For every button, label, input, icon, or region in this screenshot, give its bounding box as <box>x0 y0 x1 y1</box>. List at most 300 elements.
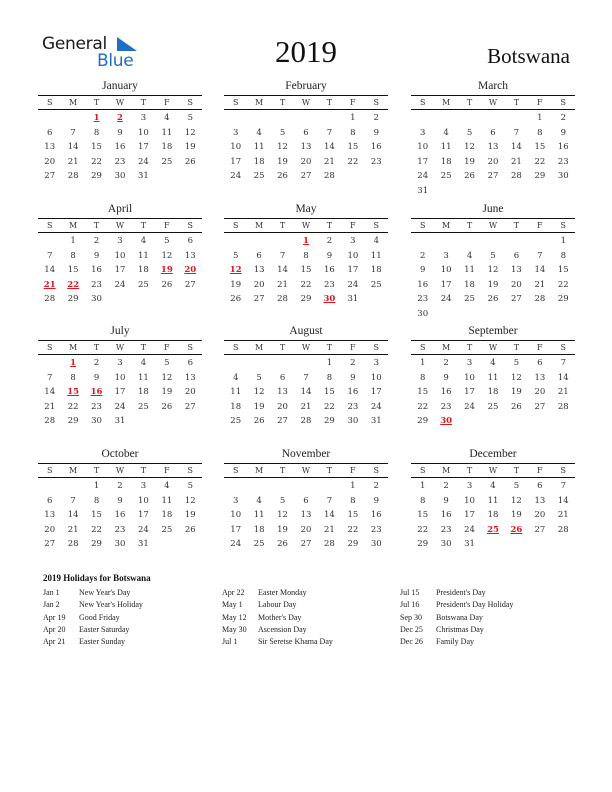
day-cell: 8 <box>350 127 356 138</box>
day-cell: 6 <box>187 358 193 368</box>
day-cell: 29 <box>300 294 312 305</box>
weekday-label: T <box>93 466 100 475</box>
day-cell: 5 <box>490 250 496 261</box>
month-title: January <box>102 80 138 92</box>
day-cell: 7 <box>560 481 566 491</box>
day-cell: 8 <box>560 250 566 261</box>
weekday-header <box>224 340 388 355</box>
day-cell: 27 <box>511 294 522 305</box>
day-cell: 14 <box>511 142 522 153</box>
day-cell: 17 <box>138 510 149 521</box>
holiday-day-cell: 30 <box>440 416 453 427</box>
holiday-day-cell: 20 <box>184 265 197 276</box>
day-cell: 10 <box>138 127 149 138</box>
empty-cell <box>434 111 457 126</box>
holiday-item <box>400 599 513 611</box>
day-cell: 2 <box>117 481 123 491</box>
weekday-label: F <box>164 343 170 352</box>
day-cell: 9 <box>326 250 333 261</box>
day-cell: 23 <box>370 156 382 167</box>
day-cell: 10 <box>114 372 126 383</box>
weekday-label: W <box>301 221 311 230</box>
day-cell: 10 <box>230 142 242 153</box>
weekday-label: S <box>373 343 379 352</box>
day-cell: 23 <box>347 401 359 412</box>
day-cell: 22 <box>324 401 335 412</box>
holiday-day-cell: 15 <box>67 387 80 398</box>
day-cell: 16 <box>440 387 452 398</box>
weekday-label: S <box>232 466 239 475</box>
day-cell: 26 <box>487 294 499 305</box>
day-cell: 20 <box>534 510 546 521</box>
weekday-label: F <box>350 221 356 230</box>
day-cell: 24 <box>370 401 382 412</box>
day-cell: 12 <box>253 387 265 398</box>
day-cell: 31 <box>417 185 429 196</box>
weekday-label: W <box>301 98 311 107</box>
day-grid <box>224 111 388 184</box>
weekday-label: W <box>115 221 125 230</box>
weekday-label: F <box>350 466 356 475</box>
day-cell: 27 <box>534 524 546 535</box>
day-cell: 26 <box>184 524 196 535</box>
day-cell: 27 <box>300 539 312 550</box>
day-cell: 14 <box>324 142 335 153</box>
empty-cell <box>224 111 247 126</box>
holiday-name: Botswana Day <box>436 612 483 622</box>
day-cell: 2 <box>443 481 449 491</box>
weekday-label: M <box>255 343 264 352</box>
day-cell: 2 <box>420 250 426 261</box>
empty-cell <box>481 111 504 126</box>
day-cell: 8 <box>326 372 333 383</box>
empty-cell <box>61 111 84 126</box>
day-cell: 22 <box>347 524 359 535</box>
weekday-label: F <box>350 98 356 107</box>
day-cell: 16 <box>370 142 382 153</box>
day-cell: 28 <box>67 539 79 550</box>
day-cell: 29 <box>417 416 429 427</box>
day-cell: 29 <box>91 171 102 182</box>
day-cell: 23 <box>324 279 335 290</box>
holiday-item <box>400 612 513 624</box>
day-cell: 8 <box>350 495 356 506</box>
month-january <box>38 79 202 184</box>
day-cell: 4 <box>490 358 496 368</box>
day-cell: 2 <box>350 358 356 368</box>
day-cell: 23 <box>557 156 569 167</box>
holiday-name: Easter Monday <box>258 588 307 597</box>
empty-cell <box>247 479 270 494</box>
day-cell: 10 <box>440 265 452 276</box>
day-cell: 18 <box>230 401 242 412</box>
day-cell: 26 <box>230 294 242 305</box>
empty-cell <box>271 479 294 494</box>
holiday-date: Apr 20 <box>43 624 66 634</box>
weekday-label: T <box>326 221 333 230</box>
day-cell: 20 <box>300 156 312 167</box>
day-cell: 21 <box>300 401 312 412</box>
empty-cell <box>271 234 294 249</box>
day-cell: 6 <box>256 250 262 261</box>
day-cell: 15 <box>91 510 102 521</box>
day-cell: 31 <box>138 539 149 550</box>
day-cell: 17 <box>230 524 242 535</box>
holiday-date: Jan 2 <box>43 600 60 610</box>
weekday-label: S <box>232 221 239 230</box>
day-cell: 27 <box>184 279 196 290</box>
day-cell: 15 <box>557 265 569 276</box>
day-cell: 10 <box>417 142 429 153</box>
holiday-day-cell: 19 <box>160 265 173 276</box>
weekday-label: S <box>373 98 379 107</box>
day-cell: 14 <box>300 387 312 398</box>
month-title: December <box>469 448 517 460</box>
weekday-label: W <box>115 343 125 352</box>
weekday-label: F <box>537 98 543 107</box>
day-cell: 5 <box>256 372 262 383</box>
logo-text-blue: Blue <box>97 51 134 71</box>
holiday-date: Jul 16 <box>400 600 420 610</box>
holiday-item <box>400 587 513 599</box>
holiday-name: New Year's Day <box>79 588 131 597</box>
weekday-label: T <box>279 221 286 230</box>
day-cell: 3 <box>117 358 123 368</box>
day-cell: 18 <box>253 156 265 167</box>
day-cell: 4 <box>373 236 379 246</box>
month-title: November <box>281 448 331 460</box>
holiday-item <box>43 612 143 624</box>
holiday-day-cell: 1 <box>93 113 100 123</box>
day-cell: 26 <box>184 156 196 167</box>
day-cell: 7 <box>47 250 53 261</box>
day-cell: 12 <box>184 495 196 506</box>
day-cell: 3 <box>420 127 426 138</box>
day-cell: 7 <box>513 127 520 138</box>
weekday-label: S <box>46 221 53 230</box>
day-cell: 26 <box>277 171 288 182</box>
weekday-header <box>38 95 202 110</box>
day-cell: 11 <box>253 142 265 153</box>
day-cell: 22 <box>67 401 79 412</box>
empty-cell <box>411 111 434 126</box>
day-cell: 19 <box>487 279 499 290</box>
day-cell: 1 <box>326 358 333 368</box>
day-cell: 26 <box>253 416 265 427</box>
day-cell: 25 <box>464 294 475 305</box>
weekday-header <box>38 218 202 233</box>
day-cell: 21 <box>44 401 56 412</box>
holiday-day-cell: 26 <box>510 524 523 535</box>
day-cell: 17 <box>347 265 359 276</box>
day-cell: 1 <box>560 236 566 246</box>
weekday-label: T <box>513 343 520 352</box>
weekday-label: W <box>115 98 125 107</box>
holiday-name: New Year's Holiday <box>79 600 143 610</box>
weekday-header <box>411 340 575 355</box>
day-cell: 17 <box>417 156 429 167</box>
day-cell: 30 <box>557 171 569 182</box>
day-cell: 31 <box>370 416 382 427</box>
holiday-name: Ascension Day <box>258 624 307 634</box>
day-cell: 12 <box>511 372 522 383</box>
day-cell: 27 <box>277 416 288 427</box>
day-cell: 3 <box>373 358 379 368</box>
day-cell: 17 <box>114 387 126 398</box>
weekday-label: S <box>46 98 53 107</box>
day-cell: 13 <box>300 142 312 153</box>
day-cell: 6 <box>490 127 496 138</box>
day-cell: 13 <box>277 387 288 398</box>
empty-cell <box>505 111 528 126</box>
day-grid <box>38 234 202 307</box>
day-cell: 7 <box>70 127 76 138</box>
weekday-header <box>224 218 388 233</box>
day-cell: 3 <box>350 236 356 246</box>
day-cell: 14 <box>324 510 335 521</box>
day-grid <box>411 356 575 429</box>
day-cell: 16 <box>440 510 452 521</box>
holiday-name: Family Day <box>436 637 474 647</box>
weekday-label: T <box>466 466 473 475</box>
day-cell: 18 <box>161 510 173 521</box>
day-cell: 31 <box>138 171 149 182</box>
day-cell: 28 <box>44 416 56 427</box>
day-cell: 14 <box>67 142 79 153</box>
weekday-label: F <box>164 221 170 230</box>
day-cell: 23 <box>440 524 452 535</box>
day-cell: 6 <box>47 495 53 506</box>
weekday-label: T <box>513 466 520 475</box>
day-cell: 7 <box>326 495 333 506</box>
day-cell: 13 <box>511 265 522 276</box>
day-cell: 20 <box>277 401 288 412</box>
holiday-item <box>43 636 143 648</box>
day-cell: 13 <box>184 372 196 383</box>
empty-cell <box>247 111 270 126</box>
day-cell: 22 <box>347 156 359 167</box>
holiday-name: Easter Sunday <box>79 637 125 647</box>
day-cell: 22 <box>417 524 429 535</box>
day-cell: 21 <box>324 156 335 167</box>
day-cell: 21 <box>511 156 522 167</box>
day-cell: 14 <box>534 265 546 276</box>
holiday-day-cell: 21 <box>43 279 56 290</box>
weekday-label: M <box>442 98 451 107</box>
day-cell: 20 <box>44 156 56 167</box>
day-cell: 9 <box>420 265 426 276</box>
day-cell: 5 <box>279 495 286 506</box>
day-cell: 21 <box>67 156 79 167</box>
day-cell: 27 <box>534 401 546 412</box>
weekday-label: F <box>537 343 543 352</box>
day-cell: 17 <box>464 387 475 398</box>
day-cell: 30 <box>417 308 429 319</box>
day-cell: 9 <box>350 372 356 383</box>
month-title: June <box>482 203 504 215</box>
weekday-label: T <box>140 343 147 352</box>
day-grid <box>411 479 575 552</box>
weekday-label: W <box>488 466 498 475</box>
day-cell: 4 <box>233 372 239 383</box>
holiday-item <box>222 624 333 636</box>
day-cell: 1 <box>420 358 426 368</box>
day-cell: 3 <box>233 127 239 138</box>
day-cell: 3 <box>443 250 449 261</box>
day-cell: 14 <box>44 265 56 276</box>
day-cell: 30 <box>114 171 126 182</box>
weekday-label: T <box>466 98 473 107</box>
day-cell: 16 <box>91 265 102 276</box>
day-cell: 24 <box>464 524 475 535</box>
weekday-label: S <box>46 466 53 475</box>
day-cell: 11 <box>138 372 149 383</box>
day-cell: 18 <box>253 524 265 535</box>
day-cell: 22 <box>557 279 569 290</box>
day-cell: 24 <box>114 401 126 412</box>
country-name: Botswana <box>487 44 570 68</box>
day-cell: 28 <box>324 539 335 550</box>
day-cell: 16 <box>557 142 569 153</box>
day-cell: 16 <box>370 510 382 521</box>
holiday-name: Easter Saturday <box>79 624 130 634</box>
weekday-label: W <box>488 343 498 352</box>
holiday-date: Jul 1 <box>222 637 238 647</box>
day-cell: 28 <box>511 171 522 182</box>
day-grid <box>38 111 202 184</box>
day-grid <box>411 111 575 199</box>
month-march <box>411 79 575 199</box>
day-cell: 9 <box>560 127 566 138</box>
day-cell: 4 <box>490 481 496 491</box>
weekday-header <box>411 463 575 478</box>
day-cell: 21 <box>557 510 569 521</box>
day-grid <box>224 479 388 552</box>
month-title: August <box>289 325 323 337</box>
holiday-item <box>222 587 333 599</box>
day-cell: 24 <box>464 401 475 412</box>
day-cell: 10 <box>464 495 475 506</box>
day-cell: 24 <box>138 524 149 535</box>
day-cell: 1 <box>537 113 543 123</box>
empty-cell <box>411 234 434 249</box>
weekday-header <box>224 95 388 110</box>
day-cell: 27 <box>44 539 56 550</box>
day-cell: 13 <box>44 142 56 153</box>
day-cell: 15 <box>324 387 335 398</box>
day-cell: 28 <box>44 294 56 305</box>
day-cell: 28 <box>324 171 335 182</box>
month-august <box>224 324 388 429</box>
day-cell: 8 <box>420 495 426 506</box>
day-cell: 26 <box>161 401 173 412</box>
day-cell: 23 <box>114 156 126 167</box>
day-cell: 4 <box>164 113 170 123</box>
holiday-date: Jan 1 <box>43 588 60 597</box>
day-cell: 9 <box>373 127 379 138</box>
day-cell: 29 <box>91 539 102 550</box>
weekday-label: S <box>187 221 193 230</box>
day-cell: 6 <box>303 495 309 506</box>
day-cell: 9 <box>117 495 123 506</box>
day-cell: 9 <box>443 495 449 506</box>
empty-cell <box>38 479 61 494</box>
day-cell: 1 <box>93 481 100 491</box>
day-cell: 31 <box>347 294 359 305</box>
holiday-name: Christmas Day <box>436 624 484 634</box>
day-cell: 26 <box>511 401 522 412</box>
weekday-label: S <box>560 343 566 352</box>
day-cell: 5 <box>513 481 520 491</box>
day-cell: 13 <box>534 372 546 383</box>
empty-cell <box>271 111 294 126</box>
day-cell: 21 <box>324 524 335 535</box>
empty-cell <box>318 111 341 126</box>
day-cell: 17 <box>370 387 382 398</box>
day-grid <box>224 356 388 429</box>
day-cell: 12 <box>277 510 288 521</box>
holiday-name: Mother's Day <box>258 612 302 622</box>
weekday-label: M <box>69 343 78 352</box>
day-grid <box>38 356 202 429</box>
month-september <box>411 324 575 429</box>
day-cell: 1 <box>420 481 426 491</box>
day-cell: 24 <box>230 539 242 550</box>
month-title: October <box>101 448 139 460</box>
day-cell: 1 <box>350 481 356 491</box>
day-cell: 1 <box>350 113 356 123</box>
holiday-date: Apr 19 <box>43 612 66 622</box>
day-cell: 25 <box>440 171 452 182</box>
day-cell: 25 <box>138 279 149 290</box>
month-title: February <box>285 80 327 92</box>
day-cell: 20 <box>253 279 265 290</box>
day-cell: 30 <box>114 539 126 550</box>
day-cell: 28 <box>557 524 569 535</box>
weekday-label: T <box>326 98 333 107</box>
day-cell: 10 <box>347 250 359 261</box>
day-cell: 23 <box>114 524 126 535</box>
weekday-label: T <box>513 98 520 107</box>
day-cell: 9 <box>117 127 123 138</box>
month-february <box>224 79 388 184</box>
day-cell: 9 <box>443 372 449 383</box>
day-cell: 8 <box>303 250 309 261</box>
weekday-label: F <box>537 221 543 230</box>
holiday-day-cell: 30 <box>323 294 336 305</box>
weekday-label: T <box>279 466 286 475</box>
day-cell: 11 <box>230 387 242 398</box>
day-cell: 7 <box>326 127 333 138</box>
holiday-date: Dec 26 <box>400 637 423 647</box>
day-cell: 22 <box>300 279 312 290</box>
day-cell: 10 <box>114 250 126 261</box>
holiday-day-cell: 22 <box>67 279 80 290</box>
weekday-label: S <box>46 343 53 352</box>
holiday-date: May 1 <box>222 600 243 610</box>
day-cell: 18 <box>370 265 382 276</box>
logo-text-general: General <box>42 34 107 54</box>
empty-cell <box>247 356 270 371</box>
day-cell: 15 <box>347 142 359 153</box>
day-cell: 30 <box>347 416 359 427</box>
day-cell: 31 <box>114 416 126 427</box>
empty-cell <box>38 234 61 249</box>
day-cell: 18 <box>464 279 475 290</box>
day-cell: 24 <box>440 294 452 305</box>
month-june <box>411 202 575 322</box>
weekday-label: M <box>69 221 78 230</box>
